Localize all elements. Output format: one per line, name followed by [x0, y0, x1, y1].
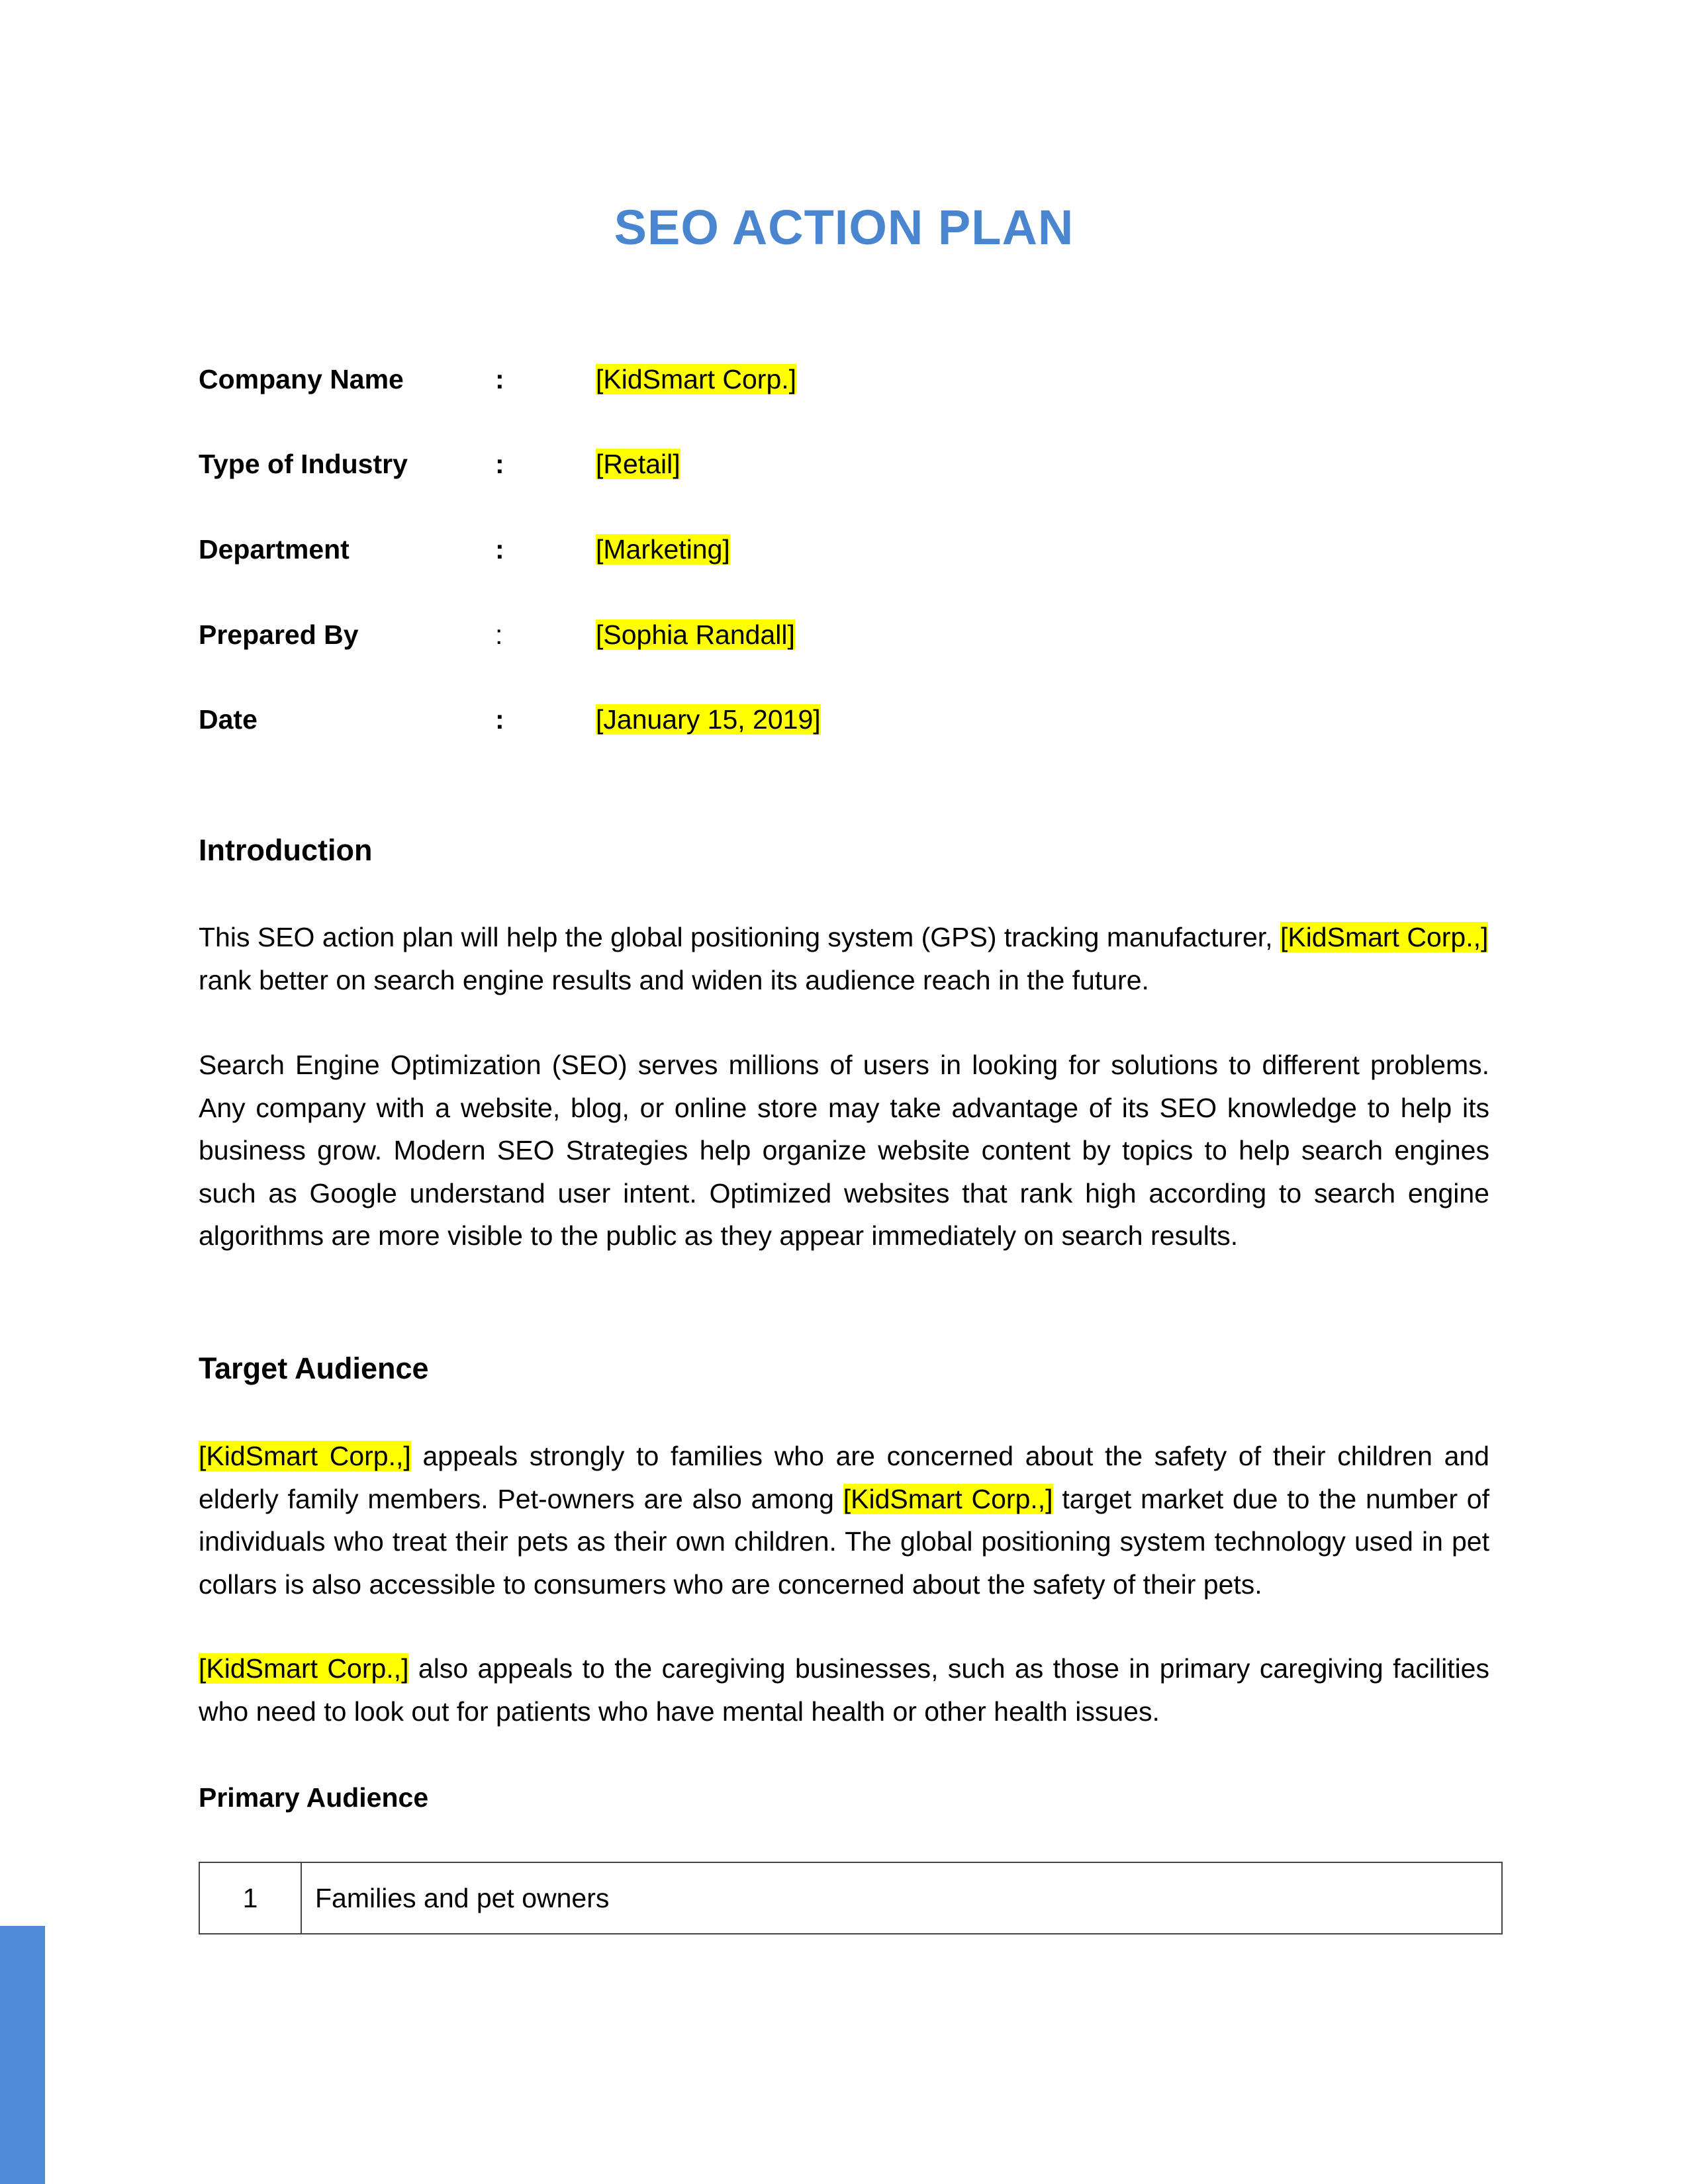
- info-value: [596, 696, 821, 743]
- paragraph-text: This SEO action plan will help the global positioning system (GPS) tracking manufacturer,: [199, 922, 1273, 952]
- decorative-side-bar: [0, 1926, 45, 2184]
- highlighted-placeholder: [Sophia Randall]: [596, 619, 795, 650]
- info-value: [596, 612, 795, 658]
- highlighted-placeholder: [January 15, 2019]: [596, 704, 821, 735]
- target-audience-paragraph-2: [199, 1647, 1489, 1733]
- info-value: [596, 441, 680, 487]
- info-row-date: [199, 696, 1489, 743]
- highlighted-placeholder: [KidSmart Corp.,]: [199, 1441, 411, 1471]
- target-audience-paragraph-1: [199, 1435, 1489, 1606]
- info-row-department: [199, 526, 1489, 572]
- highlighted-placeholder: [KidSmart Corp.,]: [199, 1653, 409, 1684]
- info-value: [596, 526, 730, 572]
- paragraph-text: target market due to the number of individuals who treat their pets as their own children. The global positioning system technology used in pet collars is also accessible to consumers who are concerned about the safety of their pets.: [199, 1483, 1489, 1600]
- highlighted-placeholder: [KidSmart Corp.,]: [843, 1483, 1053, 1514]
- introduction-paragraph-2: Search Engine Optimization (SEO) serves millions of users in looking for solutions to different problems. Any company with a website, blog, or online store may take advantage of its SEO knowledge to help its business grow. Modern SEO Strategies help organize website content by topics to help search engines such as Google understand user intent. Optimized websites that rank high according to search engine algorithms are more visible to the public as they appear immediately on search results.: [199, 1050, 1489, 1251]
- highlighted-placeholder: [KidSmart Corp.,]: [1280, 922, 1489, 952]
- info-separator: :: [495, 449, 504, 479]
- table-cell-number: 1: [199, 1862, 301, 1934]
- info-value: [596, 356, 796, 402]
- introduction-paragraph-1: [199, 916, 1489, 1001]
- info-label: Prepared By: [199, 619, 359, 650]
- primary-audience-table: [199, 1862, 1503, 1934]
- info-label: Company Name: [199, 364, 404, 394]
- section-heading-introduction: Introduction: [199, 833, 373, 867]
- document-page: [199, 0, 1489, 2184]
- info-separator: :: [495, 364, 504, 394]
- info-label: Date: [199, 704, 258, 735]
- paragraph-text: appeals strongly to families who are concerned about the safety of their children and elderly family members. Pet-owners are also among: [199, 1441, 1489, 1514]
- info-separator: :: [495, 534, 504, 565]
- info-row-type-of-industry: [199, 441, 1489, 487]
- info-label: Type of Industry: [199, 449, 408, 479]
- section-heading-target-audience: Target Audience: [199, 1351, 429, 1385]
- info-separator: :: [495, 619, 503, 650]
- document-title: SEO ACTION PLAN: [614, 200, 1074, 255]
- info-row-company-name: [199, 356, 1489, 402]
- section-heading-primary-audience: Primary Audience: [199, 1782, 429, 1813]
- paragraph-text: also appeals to the caregiving businesses, such as those in primary caregiving facilities who need to look out for patients who have mental health or other health issues.: [199, 1653, 1489, 1727]
- paragraph-text: rank better on search engine results and widen its audience reach in the future.: [199, 964, 1149, 995]
- info-label: Department: [199, 534, 350, 565]
- table-row: [199, 1862, 1502, 1934]
- info-row-prepared-by: [199, 612, 1489, 658]
- info-separator: :: [495, 704, 504, 735]
- highlighted-placeholder: [Marketing]: [596, 534, 730, 565]
- table-cell-text: Families and pet owners: [301, 1862, 1502, 1934]
- highlighted-placeholder: [Retail]: [596, 449, 680, 479]
- highlighted-placeholder: [KidSmart Corp.]: [596, 364, 797, 394]
